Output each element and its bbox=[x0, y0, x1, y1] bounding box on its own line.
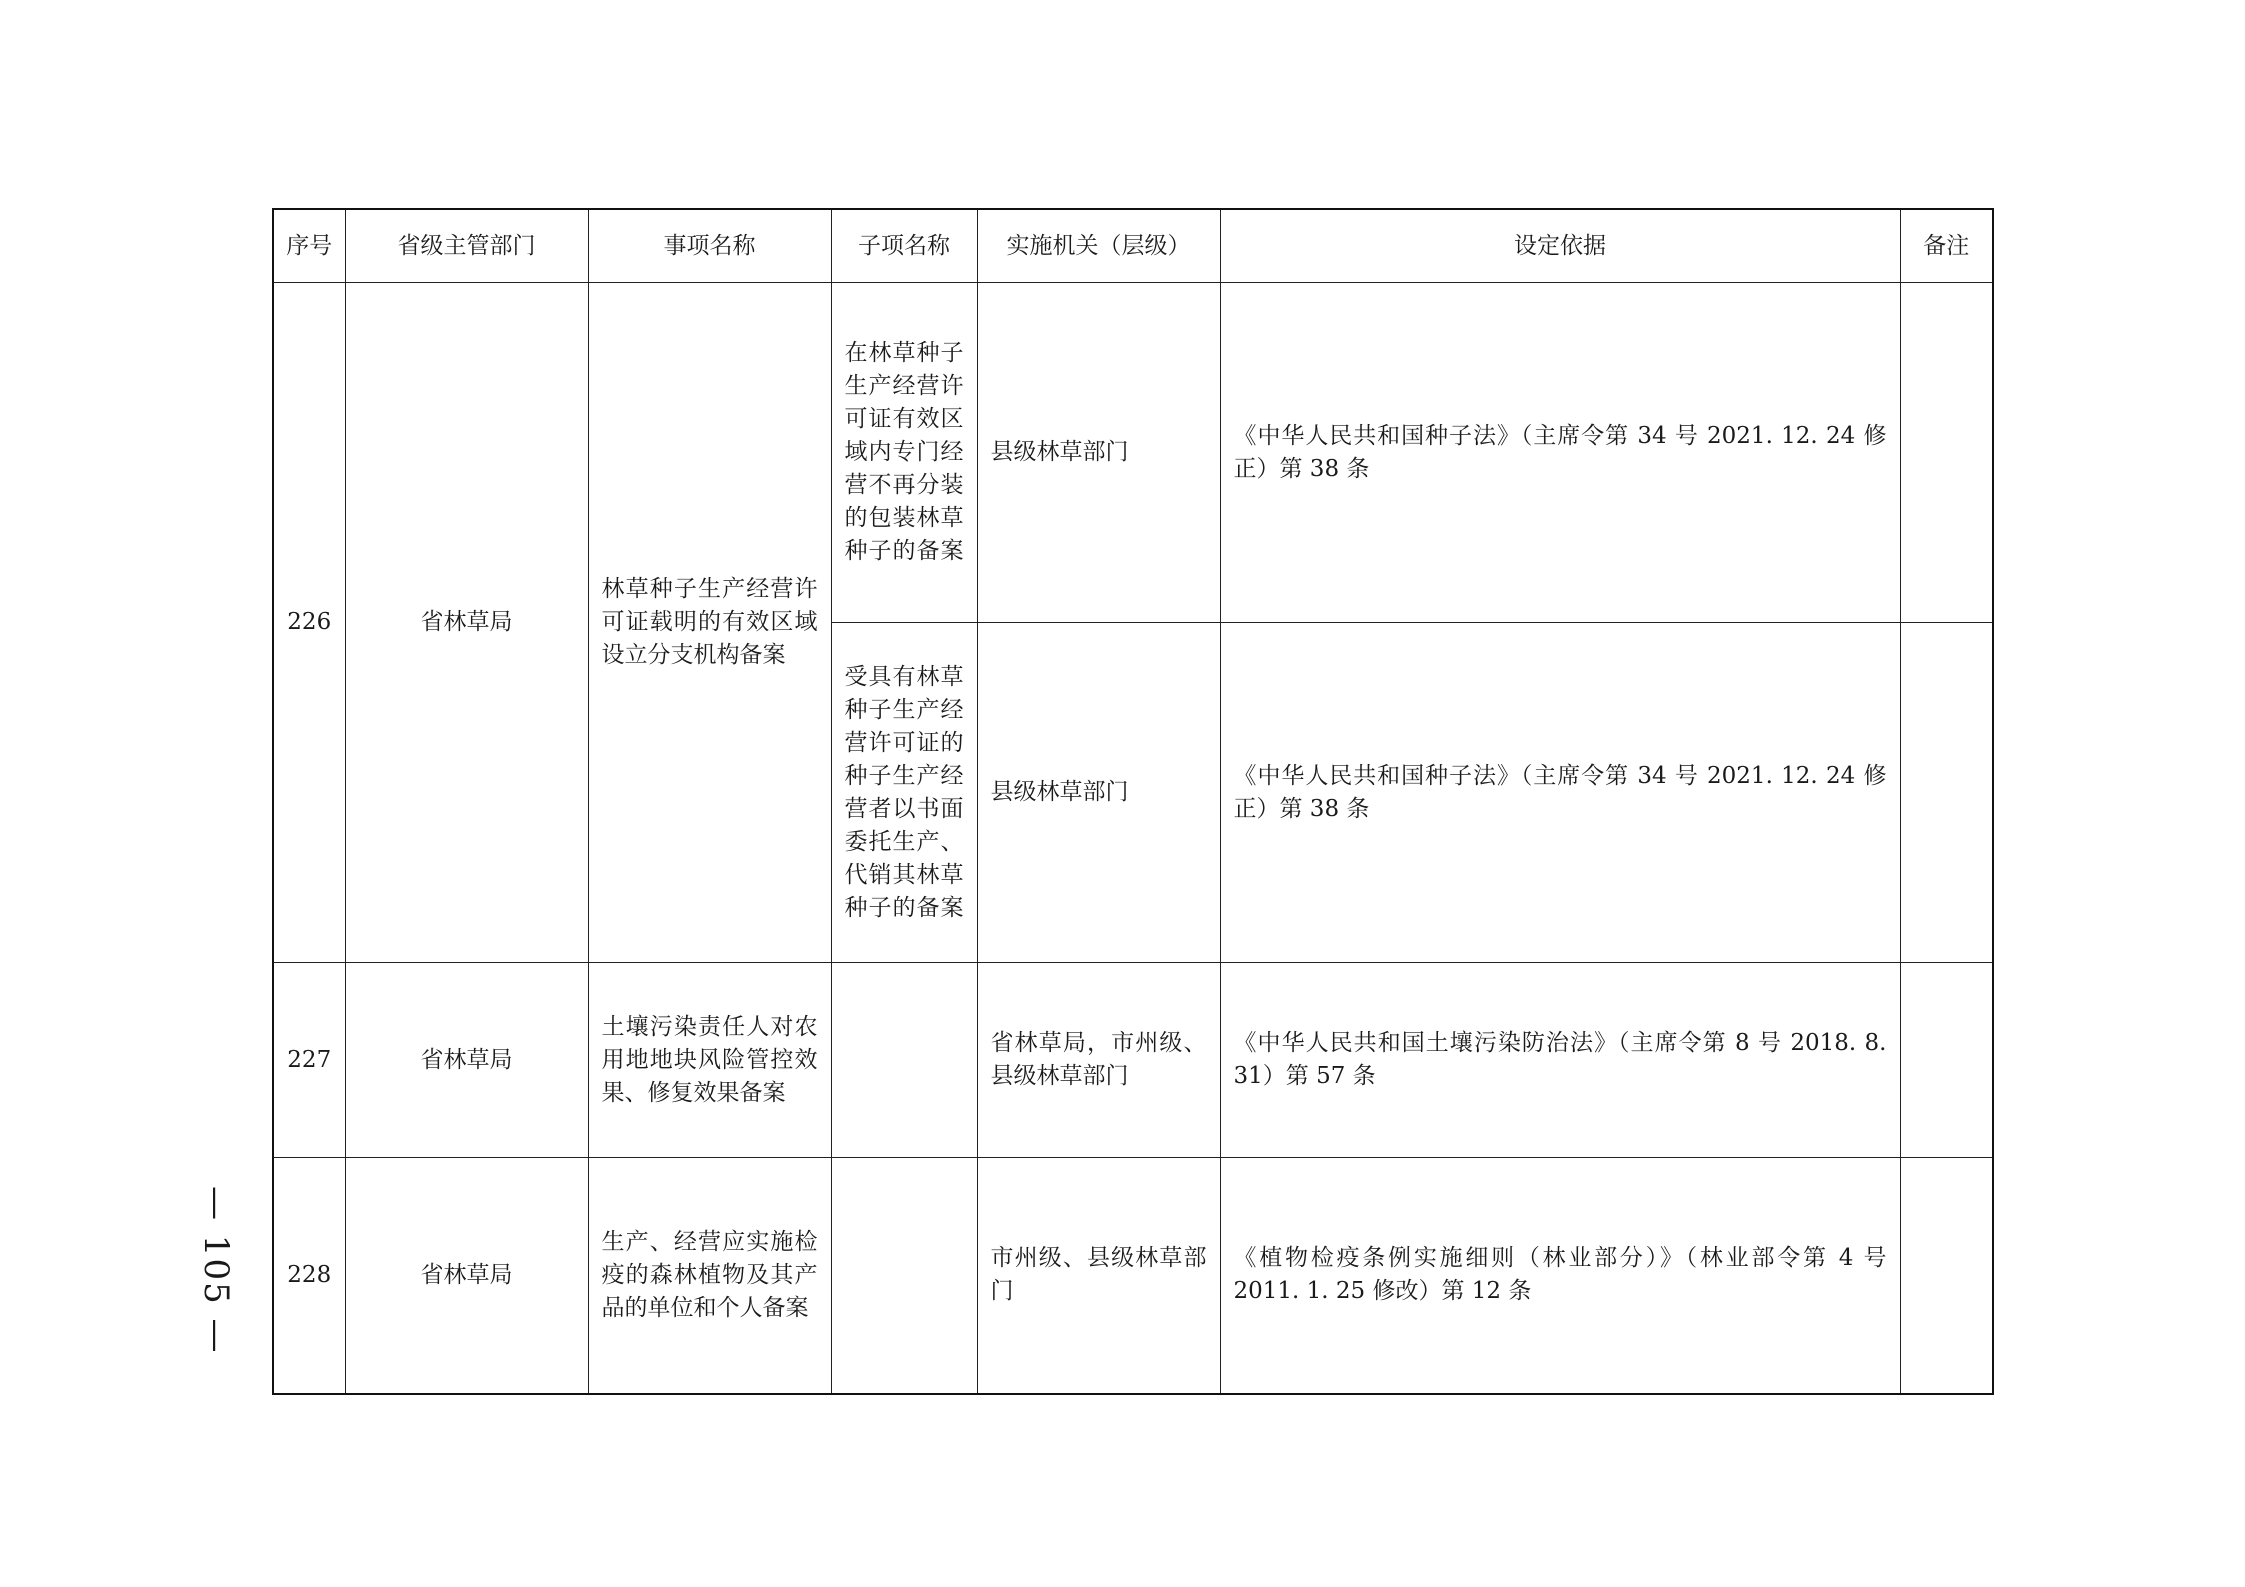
row-number: 226 bbox=[273, 283, 345, 963]
department-cell: 省林草局 bbox=[345, 1158, 588, 1394]
basis-cell: 《中华人民共和国土壤污染防治法》（主席令第 8 号 2018. 8. 31）第 57 条 bbox=[1220, 963, 1900, 1158]
subitem-name-cell: 受具有林草种子生产经营许可证的种子生产经营者以书面委托生产、代销其林草种子的备案 bbox=[831, 623, 977, 963]
header-note: 备注 bbox=[1900, 209, 1993, 283]
item-name-cell: 生产、经营应实施检疫的森林植物及其产品的单位和个人备案 bbox=[588, 1158, 831, 1394]
table-row bbox=[273, 1158, 1993, 1394]
row-number: 228 bbox=[273, 1158, 345, 1394]
header-index: 序号 bbox=[273, 209, 345, 283]
basis-cell: 《中华人民共和国种子法》（主席令第 34 号 2021. 12. 24 修正）第 38 条 bbox=[1220, 283, 1900, 623]
agency-cell: 县级林草部门 bbox=[977, 623, 1220, 963]
table-row bbox=[273, 963, 1993, 1158]
header-agency: 实施机关（层级） bbox=[977, 209, 1220, 283]
item-name-cell: 土壤污染责任人对农用地地块风险管控效果、修复效果备案 bbox=[588, 963, 831, 1158]
note-cell bbox=[1900, 283, 1993, 623]
note-cell bbox=[1900, 1158, 1993, 1394]
subitem-name-cell bbox=[831, 963, 977, 1158]
agency-cell: 市州级、县级林草部门 bbox=[977, 1158, 1220, 1394]
note-cell bbox=[1900, 623, 1993, 963]
agency-cell: 省林草局，市州级、县级林草部门 bbox=[977, 963, 1220, 1158]
row-number: 227 bbox=[273, 963, 345, 1158]
subitem-name-cell: 在林草种子生产经营许可证有效区域内专门经营不再分装的包装林草种子的备案 bbox=[831, 283, 977, 623]
header-department: 省级主管部门 bbox=[345, 209, 588, 283]
subitem-name-cell bbox=[831, 1158, 977, 1394]
header-row bbox=[273, 209, 1993, 283]
note-cell bbox=[1900, 963, 1993, 1158]
agency-cell: 县级林草部门 bbox=[977, 283, 1220, 623]
department-cell: 省林草局 bbox=[345, 963, 588, 1158]
header-subitem-name: 子项名称 bbox=[831, 209, 977, 283]
basis-cell: 《中华人民共和国种子法》（主席令第 34 号 2021. 12. 24 修正）第 38 条 bbox=[1220, 623, 1900, 963]
header-item-name: 事项名称 bbox=[588, 209, 831, 283]
item-name-cell: 林草种子生产经营许可证载明的有效区域设立分支机构备案 bbox=[588, 283, 831, 963]
table-row bbox=[273, 283, 1993, 623]
basis-cell: 《植物检疫条例实施细则（林业部分）》（林业部令第 4 号 2011. 1. 25 修改）第 12 条 bbox=[1220, 1158, 1900, 1394]
document-table bbox=[272, 208, 1994, 1395]
department-cell: 省林草局 bbox=[345, 283, 588, 963]
header-basis: 设定依据 bbox=[1220, 209, 1900, 283]
page-number: — 105 — bbox=[196, 1185, 236, 1355]
